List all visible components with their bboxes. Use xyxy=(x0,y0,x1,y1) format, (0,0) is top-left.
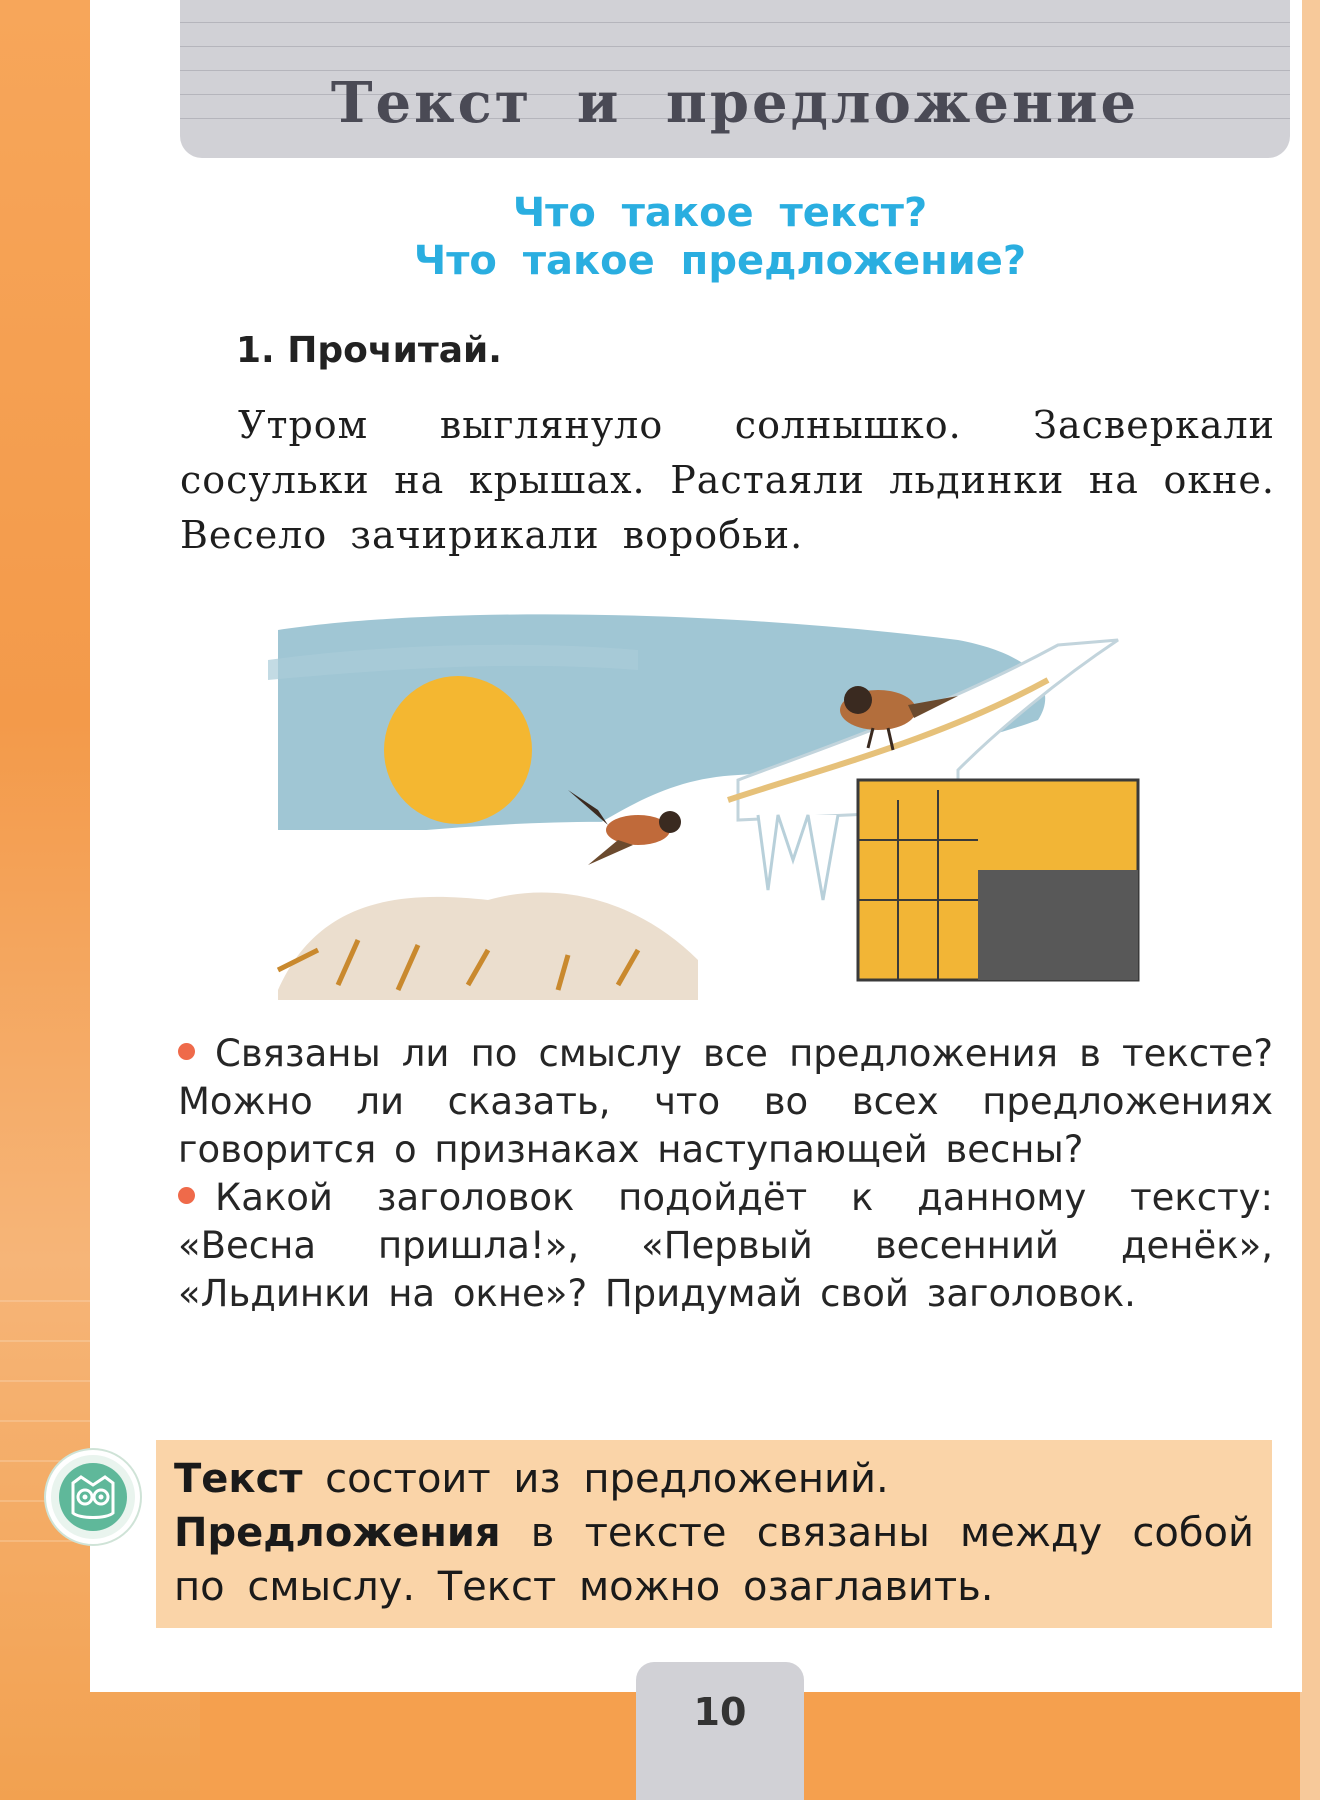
questions-block xyxy=(178,1030,1273,1318)
right-decorative-border xyxy=(1300,0,1320,1800)
sun xyxy=(384,676,532,824)
owl-icon-glyph xyxy=(59,1463,127,1531)
rule-term-sentences: Предложения xyxy=(174,1510,501,1556)
rule-text xyxy=(174,1452,1254,1614)
ruled-line xyxy=(180,22,1290,23)
question-item xyxy=(178,1174,1273,1318)
rule-term-text: Текст xyxy=(174,1456,303,1502)
reading-text: Утром выглянуло солнышко. Засверкали сосульки на крышах. Растаяли льдинки на окне. Весело зачирикали воробьи. xyxy=(180,403,1275,557)
lesson-question-1: Что такое текст? xyxy=(512,190,928,236)
page-number-tab xyxy=(636,1662,804,1800)
bullet-icon xyxy=(178,1043,195,1060)
house-window xyxy=(978,870,1138,980)
bullet-icon xyxy=(178,1187,195,1204)
chapter-header xyxy=(180,0,1290,158)
question-text: Какой заголовок подойдёт к данному тексту: «Весна пришла!», «Первый весенний денёк», «Льдинки на окне»? Придумай свой заголовок. xyxy=(178,1176,1273,1315)
rule-box xyxy=(156,1440,1272,1628)
exercise-label: 1. Прочитай. xyxy=(236,330,502,371)
owl-icon xyxy=(46,1450,140,1544)
rule-sentence-1: состоит из предложений. xyxy=(302,1456,889,1502)
spring-illustration xyxy=(258,600,1198,1000)
chapter-title: Текст и предложение xyxy=(330,70,1140,136)
lesson-question-2: Что такое предложение? xyxy=(413,238,1027,284)
page-number: 10 xyxy=(693,1690,747,1734)
ruled-line xyxy=(180,46,1290,47)
question-text: Связаны ли по смыслу все предложения в тексте? Можно ли сказать, что во всех предложениях говорится о признаках наступающей весны? xyxy=(178,1032,1273,1171)
question-item xyxy=(178,1030,1273,1174)
rule-sentence-2: в тексте связаны между собой по смыслу. Текст можно озаглавить. xyxy=(174,1510,1254,1610)
owl-icon-face xyxy=(59,1463,127,1531)
